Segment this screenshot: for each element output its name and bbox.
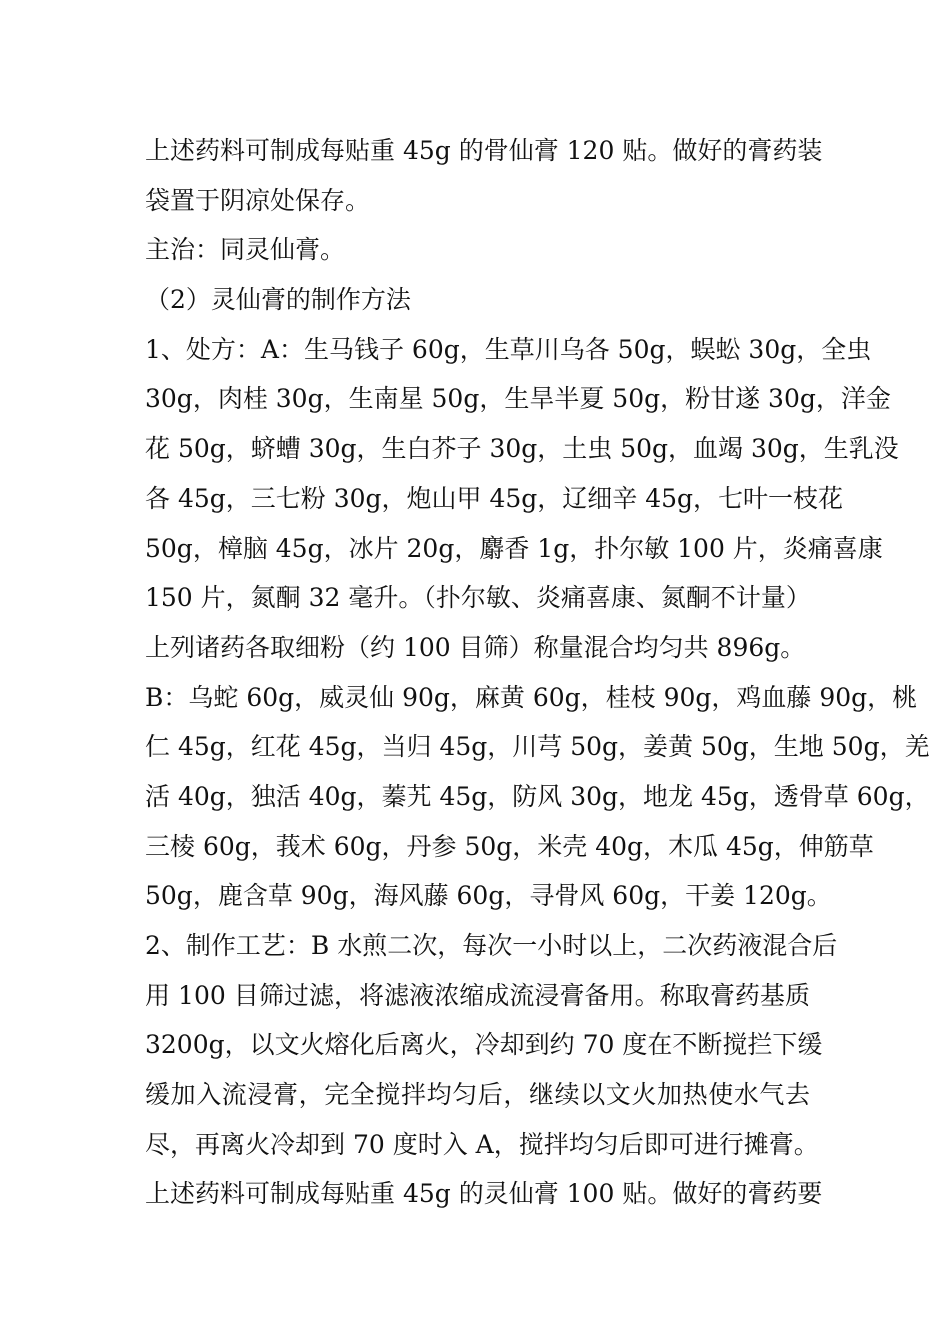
text-line: 活 40g，独活 40g，蓁艽 45g，防风 30g，地龙 45g，透骨草 60g， — [145, 781, 930, 811]
text-line: 花 50g，蛴螬 30g，生白芥子 30g，土虫 50g，血竭 30g，生乳没 — [145, 434, 899, 464]
text-line: 50g，鹿含草 90g，海风藤 60g，寻骨风 60g，干姜 120g。 — [145, 881, 832, 911]
text-line: 1、处方：A：生马钱子 60g，生草川乌各 50g，蜈蚣 30g，全虫 — [145, 334, 872, 364]
text-line: 30g，肉桂 30g，生南星 50g，生旱半夏 50g，粉甘遂 30g，洋金 — [145, 384, 891, 414]
text-line: 用 100 目筛过滤，将滤液浓缩成流浸膏备用。称取膏药基质 — [145, 980, 810, 1010]
text-line: 上述药料可制成每贴重 45g 的骨仙膏 120 贴。做好的膏药装 — [145, 136, 823, 165]
text-line: 三棱 60g，莪术 60g，丹参 50g，米壳 40g，木瓜 45g，伸筋草 — [145, 831, 874, 861]
body-text — [145, 126, 930, 1219]
text-line: 上列诸药各取细粉（约 100 目筛）称量混合均匀共 896g。 — [145, 632, 806, 662]
text-line: 上述药料可制成每贴重 45g 的灵仙膏 100 贴。做好的膏药要 — [145, 1179, 823, 1209]
text-line: 50g，樟脑 45g，冰片 20g，麝香 1g，扑尔敏 100 片，炎痛喜康 — [145, 533, 883, 563]
text-line: 各 45g，三七粉 30g，炮山甲 45g，辽细辛 45g，七叶一枝花 — [145, 483, 844, 513]
text-line: B：乌蛇 60g，威灵仙 90g，麻黄 60g，桂枝 90g，鸡血藤 90g，桃 — [145, 682, 918, 712]
text-line: 袋置于阴凉处保存。 — [145, 185, 371, 215]
text-line: 150 片，氮酮 32 毫升。（扑尔敏、炎痛喜康、氮酮不计量） — [145, 583, 811, 613]
text-line: 尽，再离火冷却到 70 度时入 A，搅拌均匀后即可进行摊膏。 — [145, 1129, 819, 1159]
text-line: 主治：同灵仙膏。 — [145, 235, 346, 265]
section-heading: （2）灵仙膏的制作方法 — [145, 285, 411, 315]
text-line: 3200g，以文火熔化后离火，冷却到约 70 度在不断搅拦下缓 — [145, 1030, 823, 1060]
text-line: 2、制作工艺：B 水煎二次，每次一小时以上，二次药液混合后 — [145, 931, 838, 960]
text-line: 缓加入流浸膏，完全搅拌均匀后，继续以文火加热使水气去 — [145, 1080, 810, 1110]
text-line: 仁 45g，红花 45g，当归 45g，川芎 50g，姜黄 50g，生地 50g，羌 — [145, 732, 930, 762]
